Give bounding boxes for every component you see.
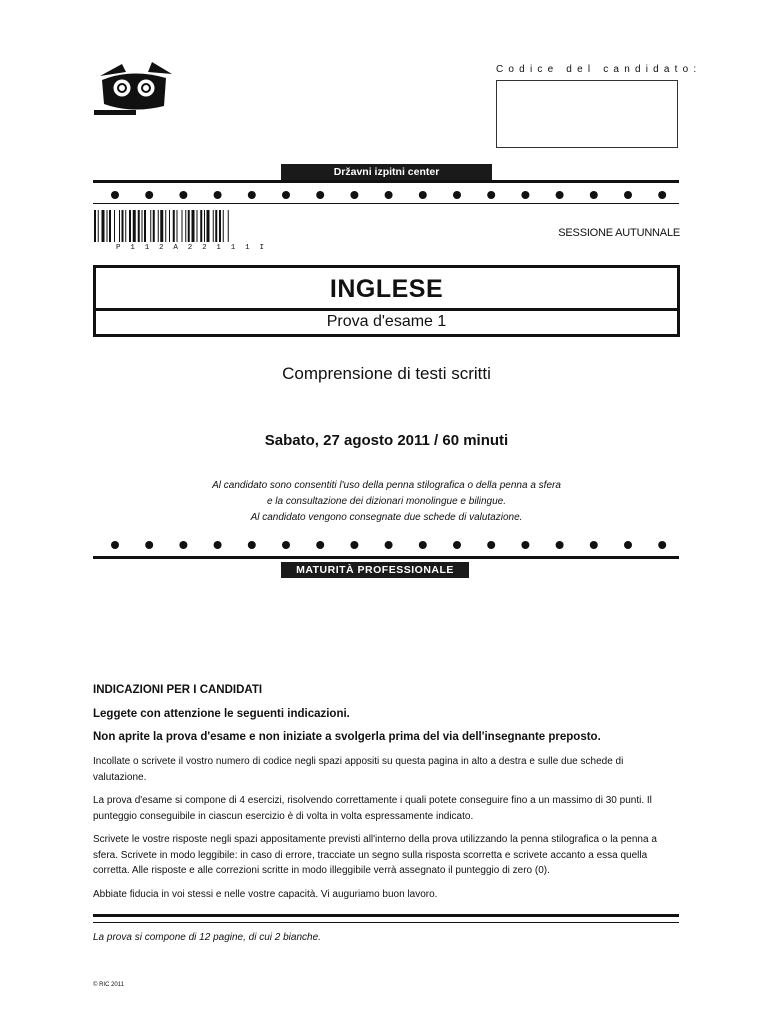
barcode-bar bbox=[204, 210, 205, 242]
session-label: SESSIONE AUTUNNALE bbox=[558, 227, 680, 239]
divider-dot bbox=[145, 541, 153, 549]
barcode-bar bbox=[165, 210, 166, 242]
center-name-banner: Državni izpitni center bbox=[281, 164, 492, 180]
divider-dot bbox=[350, 541, 358, 549]
divider-dot bbox=[487, 191, 495, 199]
note-line: Al candidato sono consentiti l'uso della penna stilografica o della penna a sfera bbox=[212, 480, 561, 491]
barcode-bar bbox=[200, 210, 202, 242]
note-line: Al candidato vengono consegnate due schede di valutazione. bbox=[250, 512, 523, 523]
barcode-bar bbox=[94, 210, 96, 242]
divider-dot bbox=[385, 541, 393, 549]
barcode-bar bbox=[158, 210, 159, 242]
instructions-heading: INDICAZIONI PER I CANDIDATI bbox=[93, 684, 263, 696]
divider-dot bbox=[487, 541, 495, 549]
barcode-bar bbox=[177, 210, 178, 242]
exam-date: Sabato, 27 agosto 2011 / 60 minuti bbox=[264, 432, 509, 449]
barcode-char: I bbox=[259, 244, 264, 252]
divider-dot bbox=[248, 191, 256, 199]
barcode-bar bbox=[102, 210, 105, 242]
barcode-bar bbox=[213, 210, 214, 242]
barcode-bar bbox=[197, 210, 198, 242]
barcode-bar bbox=[207, 210, 210, 242]
divider-dot bbox=[521, 541, 529, 549]
barcode-char: 1 bbox=[245, 244, 250, 252]
divider-dot bbox=[111, 541, 119, 549]
divider-dot bbox=[590, 191, 598, 199]
barcode-bar bbox=[185, 210, 186, 242]
divider-dot bbox=[179, 191, 187, 199]
barcode-bar bbox=[144, 210, 146, 242]
barcode-bar bbox=[138, 210, 140, 242]
barcode-bar bbox=[153, 210, 155, 242]
barcode-bar bbox=[173, 210, 175, 242]
barcode-bar bbox=[169, 210, 170, 242]
divider-dot bbox=[214, 541, 222, 549]
barcode-bar bbox=[219, 210, 221, 242]
barcode-char: 1 bbox=[144, 244, 150, 252]
barcode-char: P bbox=[116, 244, 121, 252]
exam-section: Comprensione di testi scritti bbox=[282, 364, 491, 383]
footer-thin-rule bbox=[93, 922, 679, 923]
instructions-paragraph: La prova d'esame si compone di 4 esercizi, risolvendo correttamente i quali potete conseguire fino a un massimo di 30 punti. Il punteggio conseguibile in ciascun esercizio è di volta in volta espressamente indicato. bbox=[93, 795, 652, 822]
divider-dot bbox=[248, 541, 256, 549]
instructions-paragraph: Abbiate fiducia in voi stessi e nelle vostre capacità. Vi auguriamo buon lavoro. bbox=[93, 889, 438, 900]
barcode-bar bbox=[98, 210, 99, 242]
exam-subject: INGLESE bbox=[329, 275, 444, 303]
divider-dot bbox=[624, 191, 632, 199]
barcode-char: 2 bbox=[202, 244, 207, 252]
barcode-char: 1 bbox=[130, 244, 135, 252]
divider-dot bbox=[556, 541, 564, 549]
dotted-divider-top bbox=[93, 188, 679, 202]
owl-logo-icon bbox=[92, 58, 174, 118]
barcode-char: 1 bbox=[216, 244, 221, 252]
instructions-bold-2: Non aprite la prova d'esame e non iniziate a svolgerla prima del via dell'insegnante preposto. bbox=[93, 731, 601, 743]
footer-rule bbox=[93, 914, 679, 917]
barcode-char: 2 bbox=[159, 244, 164, 252]
divider-dot bbox=[453, 191, 461, 199]
barcode-bar bbox=[122, 210, 124, 242]
divider-dot bbox=[658, 541, 666, 549]
divider-dot bbox=[590, 541, 598, 549]
barcode-char: A bbox=[173, 244, 178, 252]
candidate-code-label: Codice del candidato: bbox=[496, 64, 702, 75]
barcode-char: 2 bbox=[187, 244, 193, 252]
barcode-bar bbox=[188, 210, 190, 242]
instructions-paragraph: Incollate o scrivete il vostro numero di codice negli spazi appositi su questa pagina in alto a destra e sulle due schede di valutazione. bbox=[93, 756, 624, 783]
divider-dot bbox=[419, 541, 427, 549]
barcode bbox=[94, 210, 284, 242]
barcode-bar bbox=[160, 210, 163, 242]
divider-dot bbox=[521, 191, 529, 199]
barcode-bar bbox=[142, 210, 143, 242]
barcode-bar bbox=[182, 210, 183, 242]
divider-dot bbox=[556, 191, 564, 199]
barcode-bar bbox=[223, 210, 224, 242]
barcode-bar bbox=[125, 210, 126, 242]
copyright: © RIC 2011 bbox=[93, 982, 124, 988]
top-rule bbox=[93, 180, 679, 183]
barcode-bar bbox=[114, 210, 115, 242]
divider-dot bbox=[282, 541, 290, 549]
divider-dot bbox=[282, 191, 290, 199]
top-thin-rule bbox=[93, 203, 679, 204]
divider-dot bbox=[624, 541, 632, 549]
instructions-bold-1: Leggete con attenzione le seguenti indicazioni. bbox=[93, 708, 350, 720]
divider-dot bbox=[385, 191, 393, 199]
divider-dot bbox=[214, 191, 222, 199]
barcode-bar bbox=[150, 210, 151, 242]
barcode-char: 1 bbox=[230, 244, 236, 252]
barcode-bar bbox=[129, 210, 131, 242]
dotted-divider-bottom bbox=[93, 538, 679, 552]
bottom-rule bbox=[93, 556, 679, 559]
barcode-bar bbox=[228, 210, 229, 242]
barcode-bar bbox=[107, 210, 108, 242]
candidate-code-field[interactable] bbox=[496, 80, 678, 148]
barcode-bar bbox=[109, 210, 111, 242]
divider-dot bbox=[316, 541, 324, 549]
divider-dot bbox=[419, 191, 427, 199]
divider-dot bbox=[179, 541, 187, 549]
level-banner: MATURITÀ PROFESSIONALE bbox=[281, 562, 469, 578]
title-divider bbox=[93, 308, 680, 311]
barcode-bar bbox=[215, 210, 217, 242]
pages-note: La prova si compone di 12 pagine, di cui 2 bianche. bbox=[93, 932, 321, 943]
barcode-bar bbox=[133, 210, 136, 242]
barcode-text bbox=[94, 244, 284, 252]
divider-dot bbox=[145, 191, 153, 199]
barcode-bar bbox=[192, 210, 195, 242]
instructions-paragraph: Scrivete le vostre risposte negli spazi appositamente previsti all'interno della prova utilizzando la penna stilografica o la penna a sfera. Scrivete in modo leggibile: in caso di errore, tracciate un segno sulla risposta scorretta e scrivete accanto a essa quella corretta. Alle risposte e alle correzioni scritte in modo illeggibile verrà assegnato il punteggio di zero (0). bbox=[93, 834, 657, 876]
divider-dot bbox=[453, 541, 461, 549]
divider-dot bbox=[111, 191, 119, 199]
note-line: e la consultazione dei dizionari monolingue e bilingue. bbox=[266, 496, 507, 507]
divider-dot bbox=[658, 191, 666, 199]
divider-dot bbox=[350, 191, 358, 199]
divider-dot bbox=[316, 191, 324, 199]
exam-paper: Prova d'esame 1 bbox=[326, 313, 447, 330]
barcode-bar bbox=[119, 210, 120, 242]
